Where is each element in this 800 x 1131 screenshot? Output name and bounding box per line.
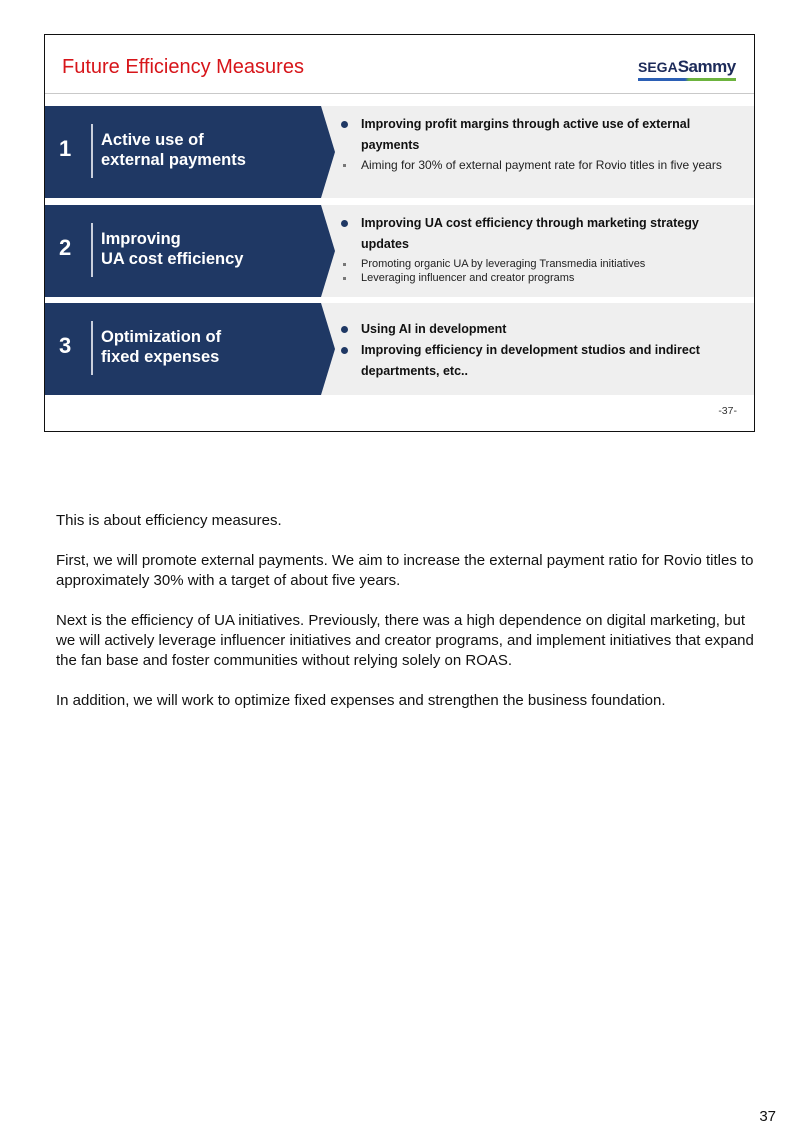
sub-bullet-item: Aiming for 30% of external payment rate for Rovio titles in five years <box>339 158 749 172</box>
measure-number: 1 <box>59 136 72 161</box>
bullet-dot-icon <box>341 326 348 333</box>
bullet-dot-icon <box>341 220 348 227</box>
slide <box>44 34 755 432</box>
notes-paragraph: This is about efficiency measures. <box>56 512 282 529</box>
measure-number: 3 <box>59 333 72 358</box>
measure-divider <box>91 321 93 375</box>
measure-label: Optimization of fixed expenses <box>101 328 222 366</box>
bullet-item: Improving efficiency in development studios and indirect departments, etc.. <box>339 340 749 382</box>
page-number: 37 <box>759 1108 776 1125</box>
measure-number: 2 <box>59 235 72 260</box>
measure-bullets <box>339 213 749 285</box>
measure-row-1 <box>45 106 754 198</box>
slide-title: Future Efficiency Measures <box>62 56 304 78</box>
notes-paragraph: Next is the efficiency of UA initiatives. Previously, there was a high dependence on digital marketing, but we will actively leverage influencer initiatives and creator programs, and implement initiatives that expand the fan base and foster communities without relying solely on ROAS. <box>56 612 754 669</box>
logo-sammy-text: Sammy <box>677 57 736 76</box>
sega-sammy-logo <box>638 57 738 83</box>
measure-label: Active use of external payments <box>101 131 246 169</box>
measure-divider <box>91 124 93 178</box>
logo-sega-text: SEGA <box>638 59 678 75</box>
bullet-item: Improving profit margins through active use of external payments <box>339 114 749 156</box>
measure-divider <box>91 223 93 277</box>
notes-paragraph: First, we will promote external payments. We aim to increase the external payment ratio for Rovio titles to approximately 30% with a target of about five years. <box>56 552 754 589</box>
measure-row-3 <box>45 303 754 395</box>
measure-row-2 <box>45 205 754 297</box>
bullet-item: Using AI in development <box>339 319 749 340</box>
bullet-dot-icon <box>341 121 348 128</box>
bullet-item: Improving UA cost efficiency through marketing strategy updates <box>339 213 749 255</box>
logo-underline <box>638 78 736 81</box>
bullet-dot-icon <box>341 347 348 354</box>
sub-bullet-item: Promoting organic UA by leveraging Transmedia initiatives <box>339 257 749 271</box>
title-divider <box>45 93 754 94</box>
sub-bullet-icon <box>343 277 346 280</box>
sub-bullet-icon <box>343 263 346 266</box>
measure-bullets <box>339 319 749 382</box>
sub-bullet-icon <box>343 164 346 167</box>
notes-paragraph: In addition, we will work to optimize fixed expenses and strengthen the business foundation. <box>56 692 666 709</box>
slide-page-label: -37- <box>718 405 737 417</box>
speaker-notes <box>56 511 756 731</box>
measure-bullets <box>339 114 749 172</box>
measure-label: Improving UA cost efficiency <box>101 230 244 268</box>
sub-bullet-item: Leveraging influencer and creator programs <box>339 271 749 285</box>
